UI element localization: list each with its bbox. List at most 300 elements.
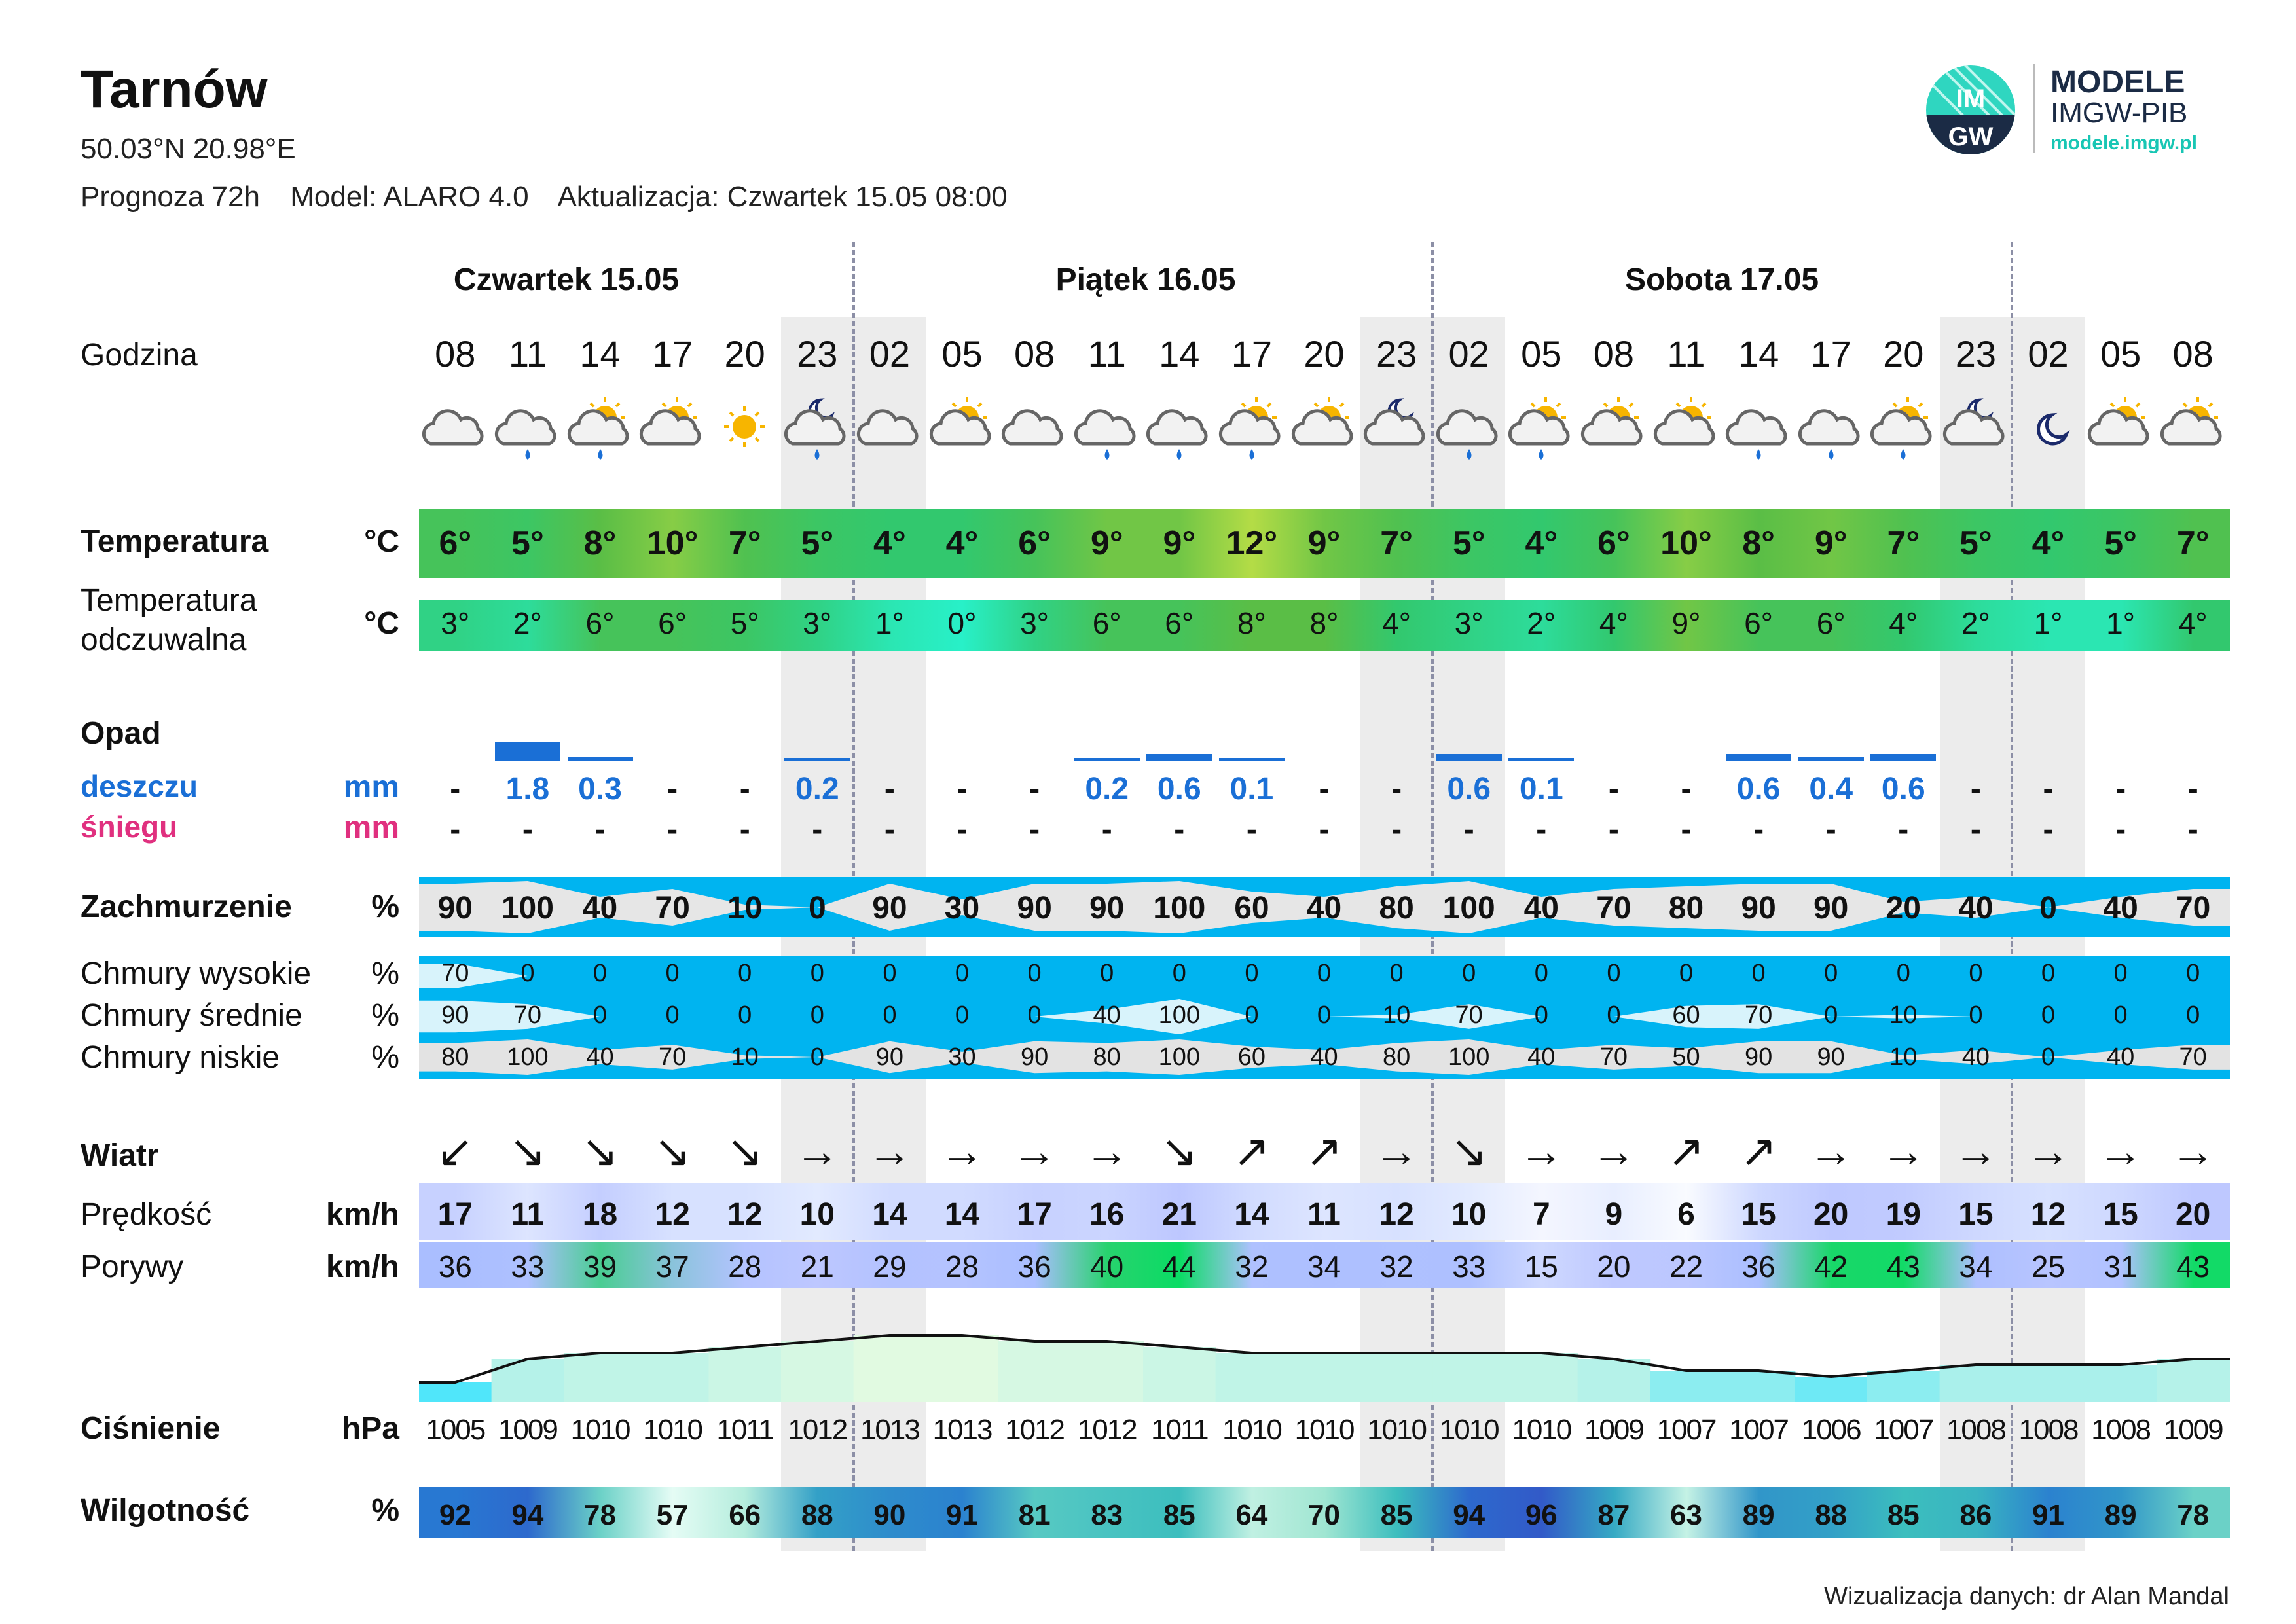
low-cloud-value: 90 (1020, 1043, 1049, 1071)
temperature-value: 4° (2032, 524, 2065, 562)
high-cloud-value: 0 (520, 960, 535, 987)
rain-value: 1.8 (505, 772, 550, 806)
mid-cloud-value: 70 (513, 1001, 542, 1029)
cloudiness-value: 40 (2103, 891, 2138, 926)
hour-label: 11 (1087, 333, 1126, 374)
wind-direction-icon: → (2170, 1127, 2215, 1176)
temperature-value: 7° (2176, 524, 2210, 562)
wind-gust-value: 31 (2104, 1250, 2138, 1284)
sun-cloud-rain-icon (1216, 393, 1288, 465)
temperature-value: 7° (1887, 524, 1920, 562)
pressure-curve (419, 1329, 2230, 1402)
temperature-value: 9° (1307, 524, 1341, 562)
pressure-fill (926, 1335, 999, 1402)
pressure-value: 1011 (716, 1414, 773, 1446)
temperature-value: 9° (1814, 524, 1848, 562)
unit-high-clouds: % (371, 956, 399, 991)
wind-speed-value: 7 (1532, 1197, 1550, 1232)
sun-cloud-rain-icon (1867, 393, 1939, 465)
low-cloud-value: 10 (1889, 1043, 1918, 1071)
pressure-value: 1010 (1294, 1414, 1354, 1446)
sun-cloud-rain-icon (1505, 393, 1577, 465)
cloudiness-value: 90 (437, 891, 473, 926)
wind-direction-icon: → (2026, 1127, 2071, 1176)
rain-bar (568, 757, 633, 761)
unit-feel: °C (364, 606, 399, 641)
temperature-value: 5° (801, 524, 834, 562)
pressure-fill (1216, 1353, 1289, 1402)
wind-speed-value: 15 (1958, 1197, 1994, 1232)
high-cloud-value: 0 (1679, 960, 1694, 987)
feel-temperature-value: 3° (1454, 606, 1484, 640)
pressure-fill (1722, 1371, 1796, 1402)
snow-value: - (1898, 812, 1909, 847)
wind-speed-value: 14 (944, 1197, 980, 1232)
city-title: Tarnów (81, 60, 268, 119)
high-cloud-value: 0 (1027, 960, 1042, 987)
snow-value: - (1463, 812, 1474, 847)
wind-speed-value: 12 (655, 1197, 690, 1232)
wind-direction-icon: → (1519, 1127, 1564, 1176)
humidity-value: 89 (1742, 1499, 1775, 1531)
feel-temperature-value: 6° (1165, 606, 1194, 640)
pressure-fill (2085, 1365, 2158, 1402)
rain-bar (495, 742, 560, 761)
low-cloud-value: 90 (1744, 1043, 1773, 1071)
feel-temperature-value: 6° (1744, 606, 1774, 640)
unit-speed: km/h (325, 1197, 399, 1232)
rain-value: - (1970, 772, 1981, 806)
sun-cloud-icon (636, 393, 708, 465)
high-cloud-value: 0 (738, 960, 752, 987)
mid-cloud-value: 0 (1317, 1001, 1332, 1029)
low-cloud-value: 70 (2179, 1043, 2207, 1071)
rain-bar (1726, 754, 1791, 761)
wind-gust-value: 28 (945, 1250, 979, 1284)
temperature-value: 8° (1742, 524, 1775, 562)
feel-temperature-value: 3° (1020, 606, 1049, 640)
wind-direction-icon: → (1881, 1127, 1926, 1176)
temperature-value: 5° (511, 524, 544, 562)
label-feel-1: Temperatura (81, 583, 257, 618)
wind-gust-value: 15 (1524, 1250, 1558, 1284)
humidity-value: 70 (1308, 1499, 1340, 1531)
sun-cloud-icon (1650, 393, 1722, 465)
unit-rain: mm (343, 770, 399, 804)
high-cloud-value: 0 (1534, 960, 1548, 987)
wind-gust-value: 36 (438, 1250, 472, 1284)
snow-value: - (1101, 812, 1112, 847)
label-high-clouds: Chmury wysokie (81, 956, 312, 991)
pressure-value: 1007 (1874, 1414, 1933, 1446)
rain-bar (1798, 757, 1864, 761)
wind-speed-value: 15 (1741, 1197, 1776, 1232)
temperature-value: 10° (1660, 524, 1712, 562)
snow-value: - (2115, 812, 2126, 847)
unit-pressure: hPa (341, 1411, 399, 1446)
rain-bar (1436, 754, 1502, 761)
rain-value: 0.4 (1809, 772, 1853, 806)
wind-gust-value: 20 (1597, 1250, 1631, 1284)
pressure-fill (1288, 1353, 1361, 1402)
wind-direction-icon: → (1953, 1127, 1998, 1176)
cloud-rain-icon (1433, 393, 1505, 465)
pressure-value: 1008 (2018, 1414, 2078, 1446)
pressure-value: 1012 (1077, 1414, 1137, 1446)
cloudiness-value: 0 (2039, 891, 2057, 926)
low-cloud-value: 90 (1817, 1043, 1845, 1071)
cloud-rain-icon (1722, 393, 1795, 465)
pressure-fill (419, 1382, 492, 1402)
feel-temperature-value: 1° (875, 606, 904, 640)
pressure-value: 1008 (2091, 1414, 2151, 1446)
pressure-fill (1360, 1353, 1434, 1402)
svg-text:IM: IM (1956, 84, 1986, 113)
rain-value: - (1029, 772, 1040, 806)
pressure-value: 1010 (1222, 1414, 1281, 1446)
hour-label: 17 (1231, 333, 1273, 374)
wind-direction-icon: → (795, 1127, 840, 1176)
snow-value: - (1391, 812, 1402, 847)
wind-gust-value: 39 (583, 1250, 617, 1284)
low-cloud-value: 70 (1599, 1043, 1628, 1071)
temperature-value: 12° (1226, 524, 1278, 562)
pressure-fill (781, 1341, 854, 1402)
snow-value: - (1319, 812, 1330, 847)
pressure-value: 1013 (860, 1414, 919, 1446)
imgw-badge-icon (1925, 64, 2016, 156)
high-cloud-value: 0 (1462, 960, 1476, 987)
high-cloud-value: 0 (1100, 960, 1114, 987)
wind-gust-value: 37 (655, 1250, 689, 1284)
wind-gust-value: 44 (1162, 1250, 1196, 1284)
mid-cloud-value: 10 (1382, 1001, 1411, 1029)
rain-value: - (1391, 772, 1402, 806)
snow-value: - (1029, 812, 1040, 847)
wind-direction-icon: ↘ (653, 1127, 691, 1176)
day-label-thursday: Czwartek 15.05 (453, 262, 680, 297)
wind-gust-value: 42 (1814, 1250, 1848, 1284)
snow-value: - (667, 812, 678, 847)
low-cloud-value: 40 (2106, 1043, 2135, 1071)
mid-cloud-value: 0 (883, 1001, 897, 1029)
label-precipitation: Opad (81, 716, 161, 751)
wind-speed-value: 16 (1089, 1197, 1125, 1232)
high-cloud-value: 0 (1824, 960, 1838, 987)
wind-gust-value: 25 (2031, 1250, 2066, 1284)
hour-label: 23 (797, 333, 838, 374)
svg-text:GW: GW (1948, 122, 1994, 151)
model-name: Model: ALARO 4.0 (290, 181, 529, 213)
rain-bar (784, 758, 850, 761)
wind-speed-value: 14 (1234, 1197, 1269, 1232)
cloudiness-value: 30 (944, 891, 980, 926)
wind-direction-icon: → (867, 1127, 912, 1176)
high-cloud-value: 0 (592, 960, 608, 987)
humidity-value: 81 (1018, 1499, 1051, 1531)
cloudiness-value: 80 (1379, 891, 1414, 926)
sun-cloud-icon (1288, 393, 1360, 465)
low-cloud-value: 40 (586, 1043, 614, 1071)
label-cloudiness: Zachmurzenie (81, 890, 292, 924)
high-cloud-value: 0 (883, 960, 897, 987)
pressure-value: 1005 (426, 1414, 485, 1446)
hour-label: 20 (724, 333, 765, 374)
cloudiness-value: 40 (1523, 891, 1559, 926)
low-cloud-value: 80 (1093, 1043, 1121, 1071)
humidity-value: 57 (656, 1499, 689, 1531)
cloudiness-value: 60 (1234, 891, 1269, 926)
sun-cloud-icon (2085, 393, 2157, 465)
low-cloud-value: 30 (948, 1043, 976, 1071)
humidity-value: 90 (873, 1499, 906, 1531)
feel-temperature-value: 9° (1671, 606, 1701, 640)
temperature-value: 6° (1597, 524, 1630, 562)
low-cloud-value: 60 (1237, 1043, 1266, 1071)
wind-gust-value: 40 (1090, 1250, 1124, 1284)
wind-speed-value: 11 (1307, 1197, 1341, 1232)
snow-value: - (450, 812, 461, 847)
wind-direction-icon: ↘ (581, 1127, 619, 1176)
pressure-fill (1867, 1371, 1941, 1402)
cloudiness-value: 90 (1741, 891, 1776, 926)
temperature-value: 10° (646, 524, 699, 562)
low-cloud-value: 10 (731, 1043, 759, 1071)
wind-speed-value: 21 (1161, 1197, 1197, 1232)
hour-label: 11 (508, 333, 547, 374)
rain-bar (1870, 754, 1936, 761)
humidity-value: 94 (511, 1499, 544, 1531)
pressure-fill (2012, 1365, 2085, 1402)
cloudiness-value: 0 (808, 891, 826, 926)
feel-temperature-value: 0° (947, 606, 977, 640)
pressure-value: 1012 (1005, 1414, 1065, 1446)
wind-gust-value: 29 (873, 1250, 907, 1284)
wind-gust-value: 36 (1017, 1250, 1051, 1284)
sun-cloud-icon (1578, 393, 1650, 465)
pressure-fill (1432, 1353, 1506, 1402)
temperature-value: 5° (1452, 524, 1485, 562)
snow-value: - (522, 812, 533, 847)
day-label-saturday: Sobota 17.05 (1624, 262, 1819, 297)
cloud-rain-icon (1795, 393, 1867, 465)
label-speed: Prędkość (81, 1197, 212, 1232)
feel-temperature-value: 4° (2178, 606, 2208, 640)
logo-line2: IMGW-PIB (2050, 97, 2188, 129)
rain-value: - (667, 772, 678, 806)
humidity-value: 85 (1163, 1499, 1195, 1531)
hour-label: 08 (435, 333, 476, 374)
high-cloud-value: 0 (955, 960, 970, 987)
wind-speed-value: 9 (1605, 1197, 1623, 1232)
snow-value: - (1608, 812, 1619, 847)
cloud-icon (419, 393, 491, 465)
low-cloud-value: 40 (1961, 1043, 1990, 1071)
humidity-value: 89 (2104, 1499, 2137, 1531)
high-cloud-value: 0 (2186, 960, 2200, 987)
wind-speed-value: 12 (1379, 1197, 1414, 1232)
unit-low-clouds: % (371, 1040, 399, 1075)
hour-label: 23 (1376, 333, 1417, 374)
pressure-fill (998, 1341, 1072, 1402)
hour-label: 14 (579, 333, 621, 374)
pressure-value: 1010 (570, 1414, 630, 1446)
imgw-logo[interactable] (1925, 64, 2232, 156)
wind-speed-value: 17 (437, 1197, 473, 1232)
feel-temperature-value: 5° (730, 606, 759, 640)
wind-gust-value: 43 (2176, 1250, 2210, 1284)
rain-value: - (1319, 772, 1330, 806)
pressure-fill (1795, 1377, 1868, 1402)
pressure-fill (564, 1353, 637, 1402)
rain-value: 0.2 (795, 772, 839, 806)
wind-gust-value: 28 (728, 1250, 762, 1284)
logo-line1: MODELE (2050, 65, 2185, 99)
hour-label: 17 (1810, 333, 1851, 374)
temperature-value: 7° (1380, 524, 1413, 562)
mid-cloud-value: 0 (1607, 1001, 1621, 1029)
cloudiness-value: 90 (1017, 891, 1052, 926)
label-humidity: Wilgotność (81, 1493, 250, 1528)
feel-temperature-value: 1° (2106, 606, 2136, 640)
unit-humidity: % (371, 1493, 399, 1528)
rain-value: 0.6 (1157, 772, 1201, 806)
hour-label: 02 (869, 333, 911, 374)
wind-direction-icon: → (1591, 1127, 1636, 1176)
cloud-rain-icon (1071, 393, 1143, 465)
snow-value: - (1536, 812, 1547, 847)
pressure-fill (1578, 1359, 1651, 1402)
cloudiness-value: 90 (872, 891, 907, 926)
high-cloud-value: 0 (2041, 960, 2056, 987)
temperature-value: 5° (2104, 524, 2137, 562)
wind-speed-value: 18 (582, 1197, 618, 1232)
wind-direction-icon: ↘ (726, 1127, 764, 1176)
rain-value: 0.1 (1519, 772, 1563, 806)
rain-value: - (884, 772, 895, 806)
wind-gust-value: 21 (800, 1250, 834, 1284)
mid-cloud-value: 0 (2186, 1001, 2200, 1029)
mid-cloud-value: 0 (810, 1001, 824, 1029)
mid-cloud-value: 100 (1158, 1001, 1200, 1029)
rain-value: - (2043, 772, 2054, 806)
wind-gust-value: 36 (1741, 1250, 1776, 1284)
label-low-clouds: Chmury niskie (81, 1040, 280, 1075)
label-rain: deszczu (81, 769, 198, 803)
snow-value: - (1753, 812, 1764, 847)
update-time: Aktualizacja: Czwartek 15.05 08:00 (557, 181, 1008, 213)
moon-cloud-icon (1940, 393, 2012, 465)
low-cloud-value: 40 (1310, 1043, 1338, 1071)
pressure-fill (1940, 1365, 2013, 1402)
low-cloud-value: 40 (1527, 1043, 1556, 1071)
label-temperature: Temperatura (81, 524, 269, 559)
rain-value: 0.2 (1085, 772, 1129, 806)
feel-temperature-value: 4° (1889, 606, 1918, 640)
wind-gust-value: 32 (1379, 1250, 1413, 1284)
humidity-value: 78 (2177, 1499, 2210, 1531)
wind-speed-value: 20 (1813, 1197, 1849, 1232)
pressure-fill (492, 1359, 565, 1402)
feel-temperature-value: 2° (1527, 606, 1556, 640)
pressure-value: 1009 (2163, 1414, 2223, 1446)
sun-icon (709, 393, 781, 465)
temperature-value: 9° (1090, 524, 1123, 562)
mid-cloud-value: 0 (1534, 1001, 1548, 1029)
wind-direction-icon: → (2098, 1127, 2143, 1176)
sun-cloud-icon (2157, 393, 2229, 465)
rain-value: - (739, 772, 750, 806)
hour-label: 20 (1303, 333, 1345, 374)
temperature-value: 7° (728, 524, 761, 562)
logo-divider (2033, 64, 2035, 153)
cloudiness-value: 40 (582, 891, 618, 926)
mid-cloud-value: 0 (2113, 1001, 2128, 1029)
label-pressure: Ciśnienie (81, 1411, 221, 1446)
pressure-fill (1070, 1341, 1144, 1402)
logo-url[interactable]: modele.imgw.pl (2050, 132, 2197, 154)
low-cloud-value: 100 (1158, 1043, 1200, 1071)
temperature-value: 5° (1959, 524, 1992, 562)
pressure-fill (636, 1353, 710, 1402)
hour-label: 05 (941, 333, 983, 374)
hour-label: 08 (1013, 333, 1055, 374)
forecast-range: Prognoza 72h (81, 181, 260, 213)
pressure-fill (708, 1347, 782, 1402)
label-feel-2: odczuwalna (81, 623, 247, 657)
label-gust: Porywy (81, 1250, 184, 1284)
mid-cloud-value: 0 (2041, 1001, 2056, 1029)
cloud-rain-icon (492, 393, 564, 465)
snow-value: - (1681, 812, 1692, 847)
pressure-value: 1007 (1656, 1414, 1716, 1446)
mid-cloud-value: 90 (441, 1001, 469, 1029)
high-cloud-value: 0 (665, 960, 680, 987)
feel-temperature-value: 6° (658, 606, 687, 640)
rain-value: 0.3 (578, 772, 622, 806)
coordinates: 50.03°N 20.98°E (81, 133, 296, 165)
feel-temperature-value: 8° (1309, 606, 1339, 640)
mid-cloud-value: 10 (1889, 1001, 1918, 1029)
pressure-fill (1650, 1371, 1723, 1402)
pressure-fill (1143, 1347, 1216, 1402)
cloud-icon (998, 393, 1070, 465)
cloudiness-value: 20 (1886, 891, 1921, 926)
rain-bar (1074, 758, 1140, 761)
unit-temperature: °C (364, 524, 399, 559)
wind-gust-value: 32 (1235, 1250, 1269, 1284)
snow-value: - (1174, 812, 1185, 847)
rain-bar (1508, 758, 1574, 761)
hour-label: 20 (1883, 333, 1924, 374)
snow-value: - (2187, 812, 2198, 847)
rain-value: - (1681, 772, 1692, 806)
wind-direction-icon: ↗ (1233, 1127, 1271, 1176)
high-cloud-value: 0 (1317, 960, 1332, 987)
pressure-value: 1012 (788, 1414, 847, 1446)
wind-speed-value: 17 (1017, 1197, 1052, 1232)
unit-cloudiness: % (371, 890, 399, 924)
cloudiness-value: 70 (1596, 891, 1631, 926)
temperature-value: 8° (583, 524, 617, 562)
low-cloud-value: 80 (1382, 1043, 1411, 1071)
wind-speed-value: 14 (872, 1197, 907, 1232)
pressure-value: 1009 (1584, 1414, 1643, 1446)
humidity-value: 88 (1815, 1499, 1848, 1531)
low-cloud-value: 100 (507, 1043, 549, 1071)
unit-mid-clouds: % (371, 998, 399, 1033)
mid-cloud-value: 0 (1824, 1001, 1838, 1029)
